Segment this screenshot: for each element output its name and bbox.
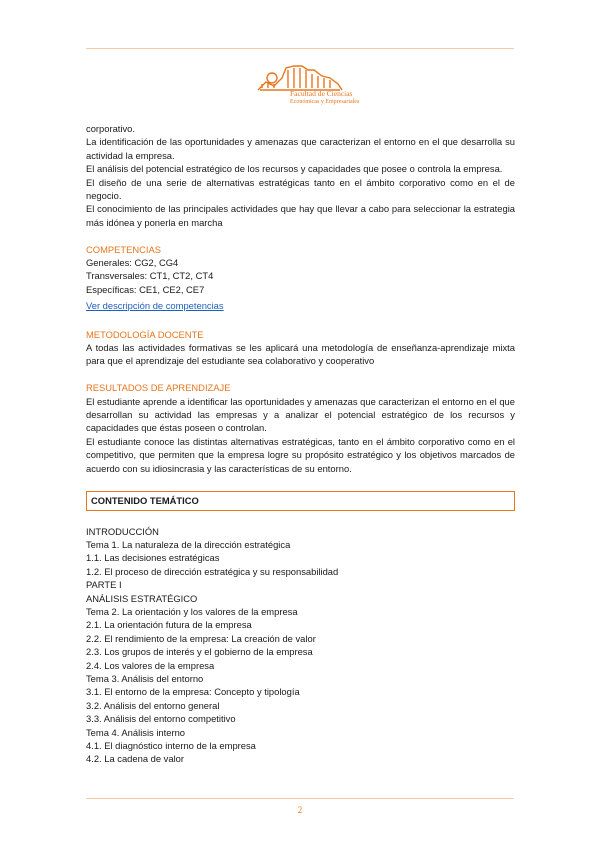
faculty-logo — [252, 60, 360, 118]
contenido-item: 1.1. Las decisiones estratégicas — [86, 552, 220, 564]
footer-rule — [86, 798, 514, 799]
intro-line-4: El conocimiento de las principales actividades que hay que llevar a cabo para seleccionar la estrategia más idónea y ponerla en marcha — [86, 203, 515, 228]
contenido-item: 3.1. El entorno de la empresa: Concepto y tipología — [86, 686, 300, 698]
contenido-item: 2.4. Los valores de la empresa — [86, 659, 215, 671]
intro-line-2: El análisis del potencial estratégico de los recursos y capacidades que posee o controla la empresa. — [86, 163, 503, 175]
contenido-list — [86, 525, 515, 766]
contenido-item: 4.2. La cadena de valor — [86, 753, 184, 765]
metodologia-heading: METODOLOGÍA DOCENTE — [86, 328, 204, 340]
contenido-item: Tema 2. La orientación y los valores de la empresa — [86, 605, 298, 617]
competencias-transversales: Transversales: CT1, CT2, CT4 — [86, 270, 214, 282]
contenido-item: ANÁLISIS ESTRATÉGICO — [86, 592, 198, 604]
intro-line-0: corporativo. — [86, 123, 135, 134]
resultados-paragraph-1: El estudiante aprende a identificar las oportunidades y amenazas que caracterizan el entorno en el que desarrollan su actividad las empresas y a analizar el potencial estratégico de los recursos y capacidades que éstas poseen o controlan. — [86, 395, 515, 434]
contenido-item: PARTE I — [86, 579, 122, 591]
competencias-heading: COMPETENCIAS — [86, 243, 162, 255]
contenido-item: Tema 1. La naturaleza de la dirección estratégica — [86, 538, 291, 550]
page-number: 2 — [297, 805, 303, 815]
contenido-item: Tema 4. Análisis interno — [86, 726, 186, 738]
contenido-heading: CONTENIDO TEMÁTICO — [91, 495, 199, 507]
contenido-item: INTRODUCCIÓN — [86, 525, 159, 537]
resultados-heading: RESULTADOS DE APRENDIZAJE — [86, 382, 231, 394]
contenido-item: 2.1. La orientación futura de la empresa — [86, 619, 252, 631]
contenido-item: Tema 3. Análisis del entorno — [86, 672, 204, 684]
contenido-item: 2.3. Los grupos de interés y el gobierno de la empresa — [86, 646, 313, 658]
resultados-paragraph-2: El estudiante conoce las distintas alternativas estratégicas, tanto en el ámbito corporativo como en el competitivo, que permiten que la empresa logre su propósito estratégico y los objetivos marcados de acuerdo con su idiosincrasia y las características de su entorno. — [86, 435, 515, 474]
contenido-heading-box — [86, 491, 515, 511]
intro-line-3: El diseño de una serie de alternativas estratégicas tanto en el ámbito corporativo como en el de negocio. — [86, 176, 515, 202]
metodologia-text: A todas las actividades formativas se les aplicará una metodología de enseñanza-aprendizaje mixta para que el aprendizaje del estudiante sea colaborativo y cooperativo — [86, 342, 515, 367]
contenido-item: 1.2. El proceso de dirección estratégica y su responsabilidad — [86, 565, 339, 577]
contenido-item: 3.2. Análisis del entorno general — [86, 699, 220, 711]
header-rule — [86, 48, 514, 49]
contenido-item: 4.1. El diagnóstico interno de la empresa — [86, 740, 256, 751]
competencias-link[interactable]: Ver descripción de competencias — [86, 300, 224, 312]
competencias-generales: Generales: CG2, CG4 — [86, 257, 179, 269]
contenido-item: 3.3. Análisis del entorno competitivo — [86, 713, 236, 725]
logo-line-1: Facultad de Ciencias — [290, 89, 353, 98]
logo-line-2: Económicas y Empresariales — [290, 99, 360, 105]
intro-line-1: La identificación de las oportunidades y amenazas que caracterizan el entorno en el que desarrolla su actividad la empresa. — [86, 136, 515, 161]
contenido-item: 2.2. El rendimiento de la empresa: La creación de valor — [86, 632, 316, 644]
competencias-especificas: Específicas: CE1, CE2, CE7 — [86, 283, 205, 295]
document-body — [86, 122, 515, 766]
